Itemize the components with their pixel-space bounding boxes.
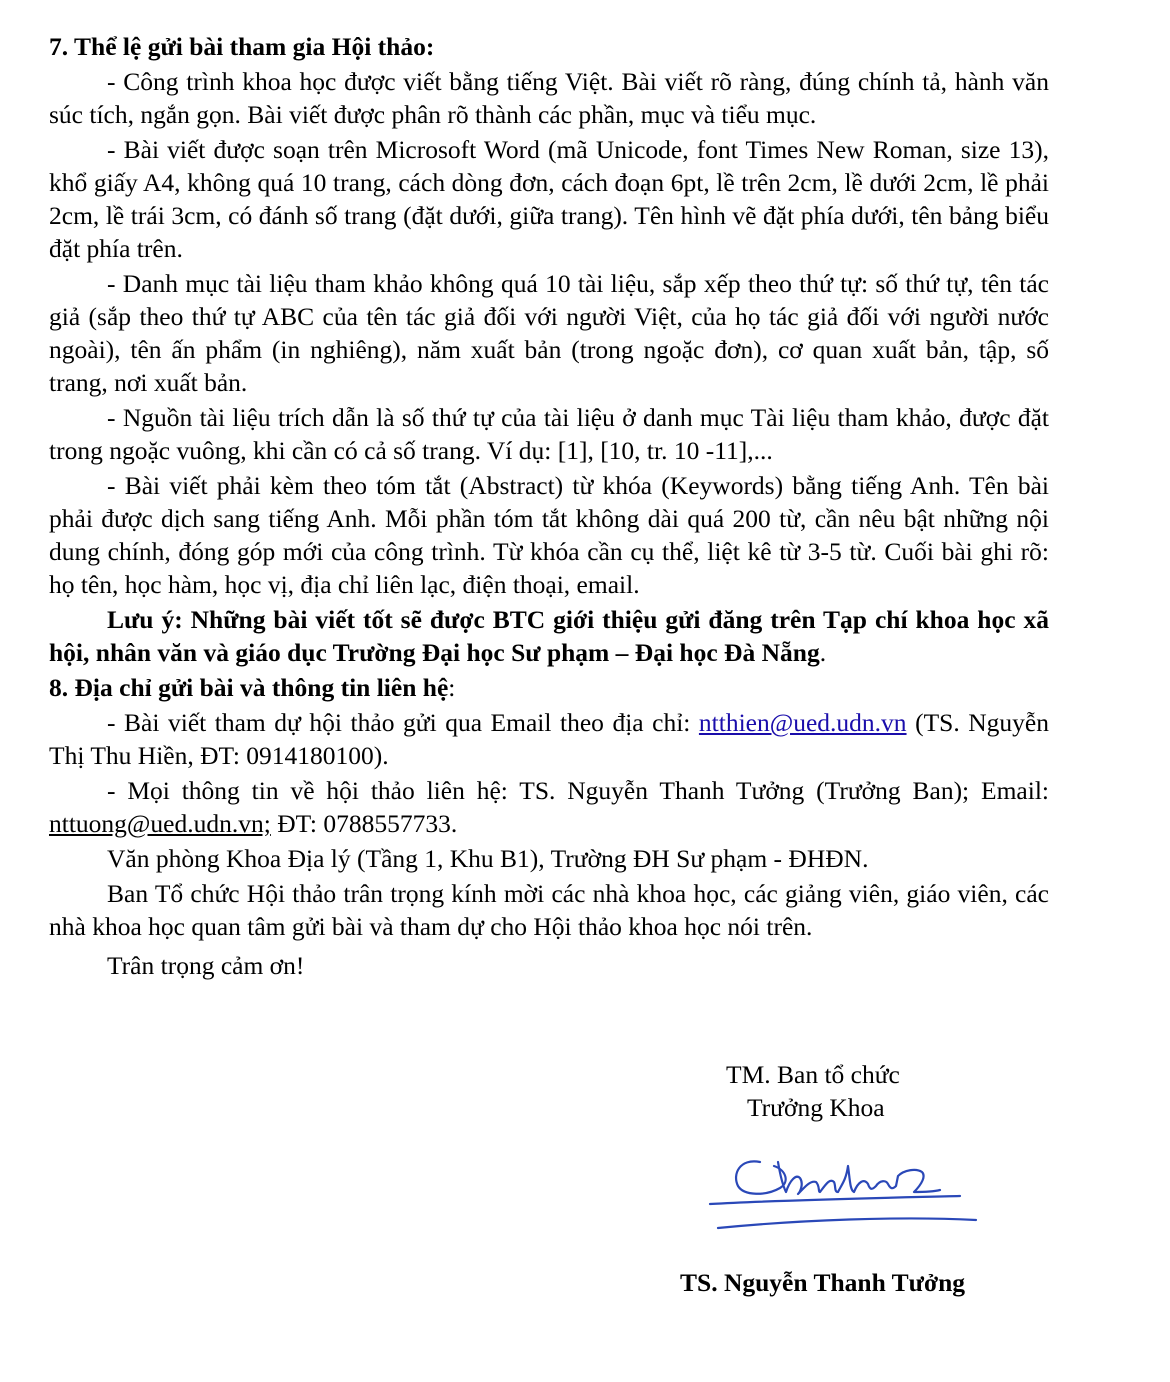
section-7-item-1: - Công trình khoa học được viết bằng tiếng Việt. Bài viết rõ ràng, đúng chính tả, hành văn súc tích, ngắn gọn. Bài viết được phân rõ thành các phần, mục và tiểu mục.: [49, 67, 1049, 129]
submit-prefix: - Bài viết tham dự hội thảo gửi qua Email theo địa chỉ:: [107, 708, 699, 737]
section-7-item-3: - Danh mục tài liệu tham khảo không quá 10 tài liệu, sắp xếp theo thứ tự: số thứ tự, tên tác giả (sắp theo thứ tự ABC của tên tác giả đối với người Việt, của họ tác giả đối với người nước ngoài), tên ấn phẩm (in nghiêng), năm xuất bản (trong ngoặc đơn), cơ quan xuất bản, tập, số trang, nơi xuất bản.: [49, 269, 1049, 397]
contact-email-link[interactable]: nttuong@ued.udn.vn;: [49, 809, 271, 838]
section-8-heading-colon: :: [448, 673, 456, 702]
section-8-heading: [49, 671, 1049, 704]
submit-info: [49, 706, 1049, 772]
document-body: [49, 30, 1049, 984]
section-7-heading: 7. Thể lệ gửi bài tham gia Hội thảo:: [49, 32, 435, 61]
submit-suffix: (TS. Nguyễn Thị Thu Hiền, ĐT: 0914180100).: [49, 708, 1049, 770]
section-8-heading-text: 8. Địa chỉ gửi bài và thông tin liên hệ: [49, 673, 449, 702]
signature-title: Trưởng Khoa: [747, 1093, 885, 1122]
signature-ink: [710, 1161, 976, 1228]
signature-org: TM. Ban tổ chức: [726, 1060, 900, 1089]
section-7-item-5: - Bài viết phải kèm theo tóm tắt (Abstract) từ khóa (Keywords) bằng tiếng Anh. Tên bài phải được dịch sang tiếng Anh. Mỗi phần tóm tắt không dài quá 200 từ, cần nêu bật những nội dung chính, đóng góp mới của công trình. Từ khóa cần cụ thể, liệt kê từ 3-5 từ. Cuối bài ghi rõ: họ tên, học hàm, học vị, địa chỉ liên lạc, điện thoại, email.: [49, 471, 1049, 599]
note-text: Lưu ý: Những bài viết tốt sẽ được BTC giới thiệu gửi đăng trên Tạp chí khoa học xã hội, nhân văn và giáo dục Trường Đại học Sư phạm – Đại học Đà Nẵng: [49, 605, 1049, 667]
submit-email-link[interactable]: ntthien@ued.udn.vn: [698, 708, 907, 737]
signer-name: TS. Nguyễn Thanh Tưởng: [680, 1268, 966, 1297]
note-end: .: [819, 638, 827, 667]
office-address: Văn phòng Khoa Địa lý (Tầng 1, Khu B1), Trường ĐH Sư phạm - ĐHĐN.: [107, 844, 869, 873]
handwritten-signature: [700, 1140, 1000, 1240]
section-7-item-4: - Nguồn tài liệu trích dẫn là số thứ tự của tài liệu ở danh mục Tài liệu tham khảo, được đặt trong ngoặc vuông, khi cần có cả số trang. Ví dụ: [1], [10, tr. 10 -11],...: [49, 403, 1049, 465]
contact-suffix: ĐT: 0788557733.: [270, 809, 458, 838]
section-7-note: [49, 603, 1049, 669]
invitation: Ban Tổ chức Hội thảo trân trọng kính mời các nhà khoa học, các giảng viên, giáo viên, các nhà khoa học quan tâm gửi bài và tham dự cho Hội thảo khoa học nói trên.: [49, 879, 1049, 941]
contact-prefix: - Mọi thông tin về hội thảo liên hệ: TS. Nguyễn Thanh Tưởng (Trưởng Ban); Email:: [107, 776, 1049, 805]
section-7-item-2: - Bài viết được soạn trên Microsoft Word (mã Unicode, font Times New Roman, size 13), khổ giấy A4, không quá 10 trang, cách dòng đơn, cách đoạn 6pt, lề trên 2cm, lề dưới 2cm, lề phải 2cm, lề trái 3cm, có đánh số trang (đặt dưới, giữa trang). Tên hình vẽ đặt phía dưới, tên bảng biểu đặt phía trên.: [49, 135, 1049, 263]
thanks: Trân trọng cảm ơn!: [107, 951, 305, 980]
contact-info: [49, 774, 1049, 840]
